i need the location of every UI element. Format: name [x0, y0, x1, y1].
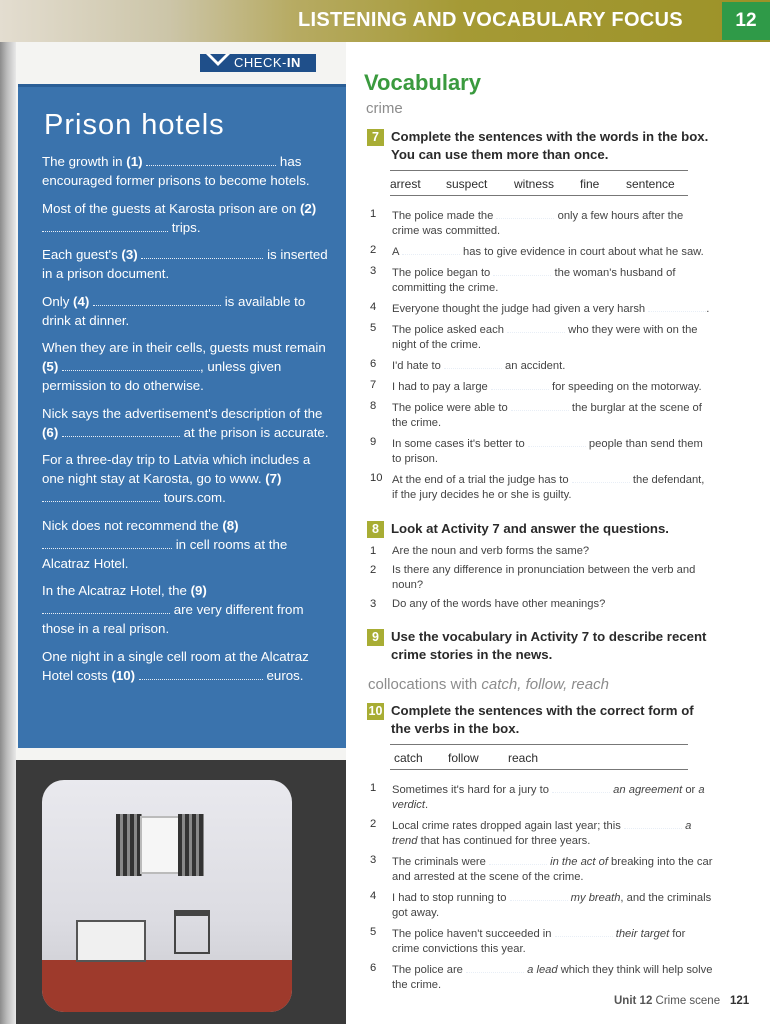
answer-blank[interactable]: [42, 220, 168, 232]
item-text: The police are: [392, 964, 467, 976]
gap-number: (7): [265, 471, 282, 486]
activity-instruction-text: Complete the sentences with the correct form of the verbs in the box.: [391, 703, 694, 736]
exercise-item: [368, 264, 713, 296]
photo-bed: [76, 920, 146, 962]
item-text: who they were with on the night of the crime.: [392, 324, 698, 351]
activity-number-badge: 7: [367, 129, 384, 146]
item-text: I had to pay a large: [392, 381, 491, 393]
checkin-panel: [18, 84, 346, 748]
collocations-words: catch, follow, reach: [481, 676, 609, 693]
exercise-item: [368, 961, 713, 993]
answer-blank[interactable]: [42, 537, 172, 549]
gap-number: (10): [111, 667, 136, 683]
footer-unit-title: Crime scene: [655, 995, 721, 1007]
unit-badge: 12: [722, 2, 770, 40]
header-band: [0, 0, 770, 42]
checkin-label-bold: IN: [286, 55, 301, 70]
item-number: 3: [370, 854, 377, 866]
paragraph-text: has encouraged former prisons to become hotels.: [42, 154, 310, 188]
item-number: 3: [370, 598, 377, 610]
answer-blank[interactable]: [552, 781, 610, 793]
collocations-subheading: [368, 676, 609, 693]
exercise-item: [368, 597, 713, 612]
photo-curtain-right: [178, 814, 204, 876]
photo-window: [140, 816, 180, 874]
item-text: , and the criminals got away.: [392, 892, 712, 919]
item-text: the defendant, if the jury decides he or she is guilty.: [392, 474, 705, 501]
panel-title: Prison hotels: [44, 109, 225, 141]
item-text: Is there any difference in pronunciation between the verb and noun?: [392, 564, 696, 591]
panel-text: [42, 152, 332, 693]
collocation-phrase: their target: [615, 928, 670, 940]
exercise-item: [368, 471, 713, 503]
item-number: 5: [370, 926, 377, 938]
item-text: that has continued for three years.: [417, 835, 591, 847]
answer-blank[interactable]: [93, 294, 221, 306]
word-box-item: witness: [514, 177, 555, 191]
item-text: for crime convictions this year.: [392, 928, 686, 955]
footer-unit: Unit 12: [614, 995, 653, 1007]
activity-number-badge: 8: [367, 521, 384, 538]
item-text: The police haven't succeeded in: [392, 928, 555, 940]
gap-number: (4): [73, 293, 90, 309]
item-number: 7: [370, 379, 377, 391]
item-text: only a few hours after the crime was committed.: [392, 210, 684, 237]
answer-blank[interactable]: [489, 853, 547, 865]
panel-paragraph: [42, 450, 332, 507]
item-number: 2: [370, 244, 377, 256]
paragraph-text: In the Alcatraz Hotel, the: [42, 583, 191, 598]
item-text: The criminals were: [392, 856, 489, 868]
collocation-phrase: in the act of: [550, 856, 608, 868]
item-text: The police were able to: [392, 402, 511, 414]
panel-paragraph: [42, 292, 332, 330]
item-text: The police made the: [392, 210, 497, 222]
activity-10-instruction: [367, 702, 712, 738]
item-number: 5: [370, 322, 377, 334]
answer-blank[interactable]: [507, 321, 565, 333]
word-box-item: sentence: [626, 177, 675, 191]
exercise-item: [368, 207, 713, 239]
paragraph-text: When they are in their cells, guests must remain: [42, 340, 326, 355]
item-number: 4: [370, 890, 377, 902]
answer-blank[interactable]: [491, 378, 549, 390]
answer-blank[interactable]: [496, 207, 554, 219]
crime-subheading: crime: [366, 100, 403, 117]
item-text: breaking into the car and arrested at the scene of the crime.: [392, 856, 713, 883]
activity-7-items: [368, 207, 713, 507]
item-number: 2: [370, 564, 377, 576]
activity-number-badge: 10: [368, 704, 383, 718]
gap-number: (1): [126, 154, 143, 169]
exercise-item: [368, 853, 713, 885]
activity-instruction-text: Look at Activity 7 and answer the questions.: [391, 521, 669, 536]
item-text: has to give evidence in court about what he saw.: [459, 246, 704, 258]
panel-paragraph: [42, 199, 332, 237]
collocation-phrase: a lead: [527, 964, 558, 976]
exercise-item: [368, 321, 713, 353]
panel-paragraph: [42, 404, 332, 442]
item-text: A: [392, 246, 402, 258]
page-gutter: [0, 42, 16, 1024]
activity-number-badge: 9: [367, 629, 384, 646]
collocations-prefix: collocations with: [368, 676, 482, 693]
activity-10-items: [368, 781, 713, 997]
activity-9-instruction: [367, 628, 712, 664]
word-box-item: suspect: [446, 177, 488, 191]
exercise-item: [368, 435, 713, 467]
exercise-item: [368, 563, 713, 593]
item-text: Sometimes it's hard for a jury to: [392, 784, 553, 796]
item-number: 10: [370, 472, 383, 484]
paragraph-text: The growth in: [42, 154, 127, 169]
item-text: I'd hate to: [392, 360, 444, 372]
paragraph-text: Nick does not recommend the: [42, 517, 223, 533]
word-box-item: reach: [508, 751, 539, 765]
checkin-label-light: CHECK-: [234, 55, 287, 70]
word-box-item: follow: [448, 751, 479, 765]
answer-blank[interactable]: [146, 154, 276, 166]
exercise-item: [368, 357, 713, 374]
word-box-item: arrest: [390, 177, 421, 191]
paragraph-text: in cell rooms at the Alcatraz Hotel.: [42, 536, 288, 571]
paragraph-text: , unless given permission to do otherwise.: [42, 359, 282, 393]
item-text: an accident.: [501, 360, 566, 372]
panel-paragraph: [42, 647, 332, 685]
item-text: for speeding on the motorway.: [548, 381, 702, 393]
item-text: which they think will help solve the crime.: [392, 964, 713, 991]
item-text: At the end of a trial the judge has to: [392, 474, 572, 486]
paragraph-text: is available to drink at dinner.: [42, 293, 306, 328]
item-number: 6: [370, 358, 377, 370]
gap-number: (9): [190, 583, 207, 598]
collocation-phrase: an agreement: [613, 784, 683, 796]
answer-blank[interactable]: [511, 399, 569, 411]
activity-instruction-text: Complete the sentences with the words in the box. You can use them more than once.: [391, 129, 709, 162]
item-text: people than send them to prison.: [392, 438, 703, 465]
word-box-item: catch: [394, 751, 423, 765]
item-number: 1: [370, 545, 377, 557]
exercise-item: [368, 399, 713, 431]
answer-blank[interactable]: [42, 490, 160, 502]
panel-paragraph: [42, 338, 332, 395]
photo-floor: [42, 960, 292, 1012]
exercise-item: [368, 925, 713, 957]
exercise-item: [368, 300, 713, 317]
activity-7-instruction: [367, 128, 712, 164]
gap-number: (2): [299, 200, 317, 216]
panel-paragraph: [42, 581, 332, 638]
item-text: I had to stop running to: [392, 892, 510, 904]
collocation-phrase: a trend: [392, 820, 692, 847]
answer-blank[interactable]: [528, 435, 586, 447]
answer-blank[interactable]: [444, 357, 502, 369]
item-number: 9: [370, 436, 377, 448]
exercise-item: [368, 243, 713, 260]
answer-blank[interactable]: [62, 359, 200, 371]
activity-8-items: [368, 544, 713, 616]
prison-cell-photo: [16, 760, 346, 1024]
photo-curtain-left: [116, 814, 142, 876]
panel-paragraph: [42, 152, 332, 190]
paragraph-text: Each guest's: [42, 247, 122, 262]
gap-number: (3): [121, 247, 138, 262]
photo-table: [174, 910, 210, 954]
panel-paragraph: [42, 245, 332, 283]
answer-blank[interactable]: [572, 471, 630, 483]
answer-blank[interactable]: [510, 889, 568, 901]
checkin-tab: [200, 54, 316, 72]
item-number: 8: [370, 400, 377, 412]
answer-blank[interactable]: [42, 602, 170, 614]
paragraph-text: One night in a single cell room at the Alcatraz Hotel costs: [42, 648, 309, 683]
panel-paragraph: [42, 516, 332, 573]
item-text: The police began to: [392, 267, 494, 279]
section-title: LISTENING AND VOCABULARY FOCUS: [298, 9, 683, 31]
activity-7-word-box: [390, 170, 688, 196]
answer-blank[interactable]: [624, 817, 682, 829]
item-number: 1: [370, 782, 377, 794]
paragraph-text: For a three-day trip to Latvia which includes a one night stay at Karosta, go to www.: [42, 452, 311, 486]
paragraph-text: Nick says the advertisement's description of the: [42, 405, 323, 421]
checkmark-icon-inner: [210, 54, 226, 62]
item-text: .: [706, 303, 710, 315]
collocation-phrase: my breath: [570, 892, 621, 904]
gap-number: (8): [222, 517, 239, 533]
paragraph-text: at the prison is accurate.: [179, 424, 329, 440]
paragraph-text: euros.: [262, 667, 304, 683]
answer-blank[interactable]: [139, 668, 263, 680]
gap-number: (5): [42, 359, 59, 374]
activity-10-word-box: [390, 744, 688, 770]
paragraph-text: Most of the guests at Karosta prison are on: [42, 200, 300, 216]
answer-blank[interactable]: [141, 247, 263, 259]
answer-blank[interactable]: [555, 925, 613, 937]
item-number: 2: [370, 818, 377, 830]
exercise-item: [368, 889, 713, 921]
item-text: the burglar at the scene of the crime.: [392, 402, 702, 429]
item-text: Are the noun and verb forms the same?: [392, 545, 590, 557]
item-text: Local crime rates dropped again last year; this: [392, 820, 624, 832]
activity-8-instruction: [367, 520, 712, 540]
answer-blank[interactable]: [402, 243, 460, 255]
word-box-item: fine: [580, 177, 600, 191]
item-text: the woman's husband of committing the crime.: [392, 267, 676, 294]
item-text: In some cases it's better to: [392, 438, 528, 450]
paragraph-text: is inserted in a prison document.: [42, 247, 328, 281]
item-text: Do any of the words have other meanings?: [392, 598, 606, 610]
item-text: The police asked each: [392, 324, 508, 336]
answer-blank[interactable]: [648, 300, 706, 312]
collocation-phrase: a verdict: [392, 784, 705, 811]
paragraph-text: trips.: [168, 219, 201, 235]
page-footer: [614, 995, 720, 1007]
activity-instruction-text: Use the vocabulary in Activity 7 to describe recent crime stories in the news.: [391, 629, 707, 662]
item-text: Everyone thought the judge had given a very harsh: [392, 303, 649, 315]
exercise-item: [368, 781, 713, 813]
item-text: or: [682, 784, 699, 796]
exercise-item: [368, 378, 713, 395]
page-number: 121: [730, 995, 750, 1007]
paragraph-text: tours.com.: [160, 490, 226, 505]
item-number: 1: [370, 208, 377, 220]
exercise-item: [368, 817, 713, 849]
item-number: 3: [370, 265, 377, 277]
gap-number: (6): [42, 424, 59, 440]
paragraph-text: are very different from those in a real prison.: [42, 602, 304, 636]
item-text: .: [424, 799, 429, 811]
answer-blank[interactable]: [62, 425, 180, 437]
paragraph-text: Only: [42, 293, 74, 309]
answer-blank[interactable]: [493, 264, 551, 276]
item-number: 4: [370, 301, 377, 313]
exercise-item: [368, 544, 713, 559]
answer-blank[interactable]: [466, 961, 524, 973]
item-number: 6: [370, 962, 377, 974]
vocabulary-heading: Vocabulary: [364, 70, 481, 95]
checkin-label: [234, 55, 301, 70]
